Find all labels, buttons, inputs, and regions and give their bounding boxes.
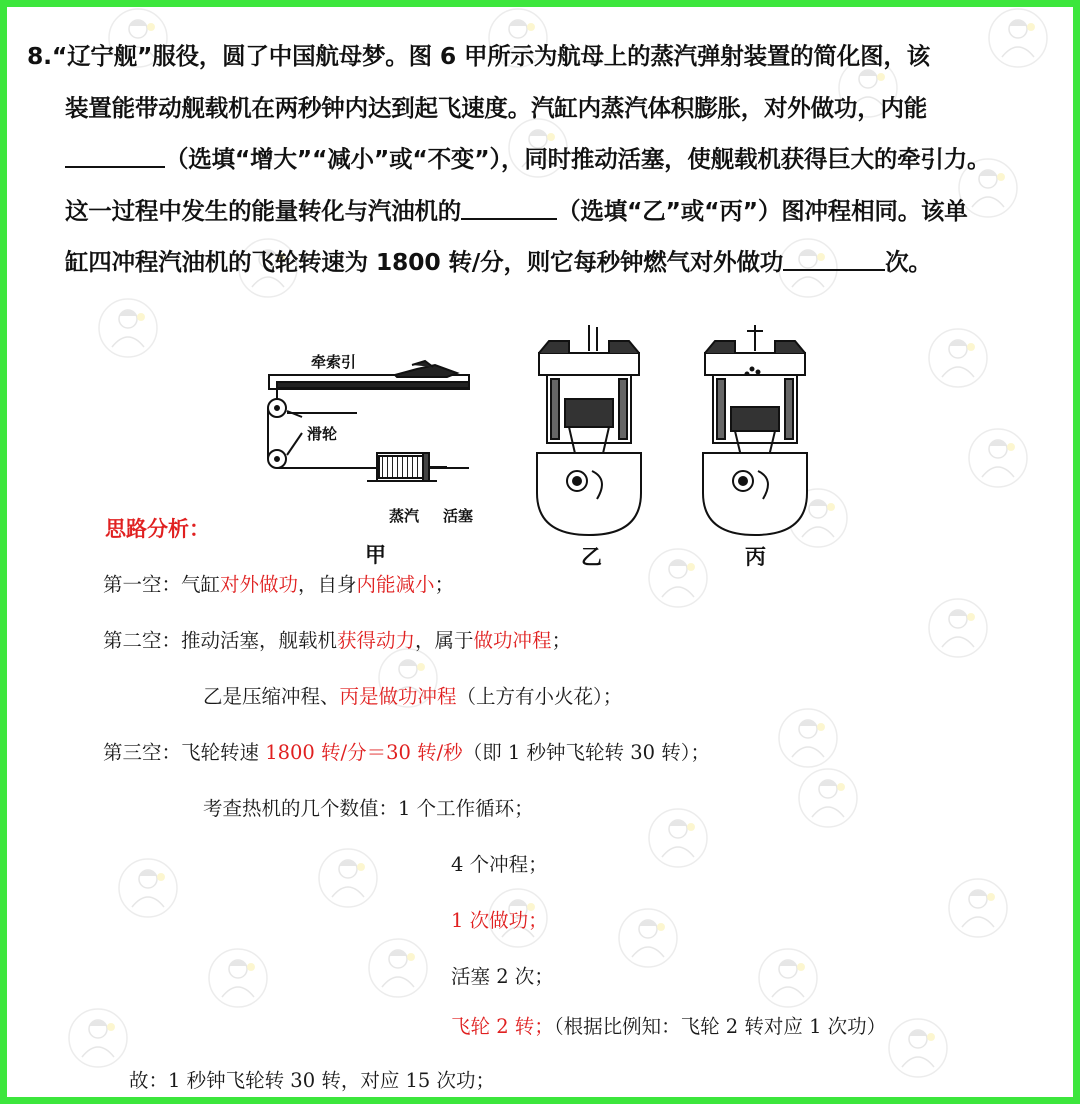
answer-blank-2[interactable] — [461, 196, 557, 220]
watermark-icon — [647, 807, 709, 869]
answer-line-1: 第一空：气缸对外做功，自身内能减小； — [103, 573, 455, 596]
engine-bing — [703, 325, 807, 535]
watermark-icon — [927, 327, 989, 389]
watermark-icon — [947, 877, 1009, 939]
answer-line-3: 乙是压缩冲程、丙是做功冲程（上方有小火花）； — [203, 685, 623, 708]
caption-bing: 丙 — [745, 545, 766, 569]
figure-6 — [247, 303, 827, 573]
watermark-icon — [97, 297, 159, 359]
question-text — [27, 31, 1067, 289]
watermark-icon — [117, 857, 179, 919]
question-line-3: （选填“增大”“减小”或“不变”），同时推动活塞，使舰载机获得巨大的牵引力。 — [27, 134, 1067, 186]
caption-yi: 乙 — [581, 545, 602, 569]
answer-line-10: 故：1 秒钟飞轮转 30 转，对应 15 次功； — [129, 1069, 496, 1092]
label-rope: 牵索引 — [311, 353, 357, 371]
watermark-icon — [317, 847, 379, 909]
analysis-title: 思路分析： — [105, 517, 210, 541]
watermark-icon — [797, 767, 859, 829]
question-line-2: 装置能带动舰载机在两秒钟内达到起飞速度。汽缸内蒸汽体积膨胀，对外做功，内能 — [65, 93, 928, 122]
answer-line-7: 1 次做功； — [451, 909, 548, 932]
engine-yi — [537, 325, 641, 535]
label-pulley: 滑轮 — [307, 425, 338, 443]
answer-blank-1[interactable] — [65, 144, 165, 168]
answer-line-2: 第二空：推动活塞，舰载机获得动力，属于做功冲程； — [103, 629, 572, 652]
watermark-icon — [777, 707, 839, 769]
watermark-icon — [367, 937, 429, 999]
watermark-icon — [757, 947, 819, 1009]
catapult-diagram — [268, 361, 469, 481]
answer-line-5: 考查热机的几个数值：1 个工作循环； — [203, 797, 534, 820]
watermark-icon — [927, 597, 989, 659]
answer-line-6: 4 个冲程； — [451, 853, 548, 876]
watermark-icon — [207, 947, 269, 1009]
label-piston: 活塞 — [443, 507, 474, 525]
question-line-5: 缸四冲程汽油机的飞轮转速为 1800 转/分，则它每秒钟燃气对外做功 次。 — [65, 248, 932, 276]
question-line-4: 这一过程中发生的能量转化与汽油机的 （选填“乙”或“丙”）图冲程相同。该单 — [65, 196, 968, 225]
caption-jia: 甲 — [365, 543, 386, 567]
answer-line-4: 第三空：飞轮转速 1800 转/分＝30 转/秒（即 1 秒钟飞轮转 30 转）； — [103, 741, 710, 764]
answer-blank-3[interactable] — [783, 247, 885, 271]
watermark-icon — [967, 427, 1029, 489]
label-steam: 蒸汽 — [389, 507, 420, 525]
watermark-icon — [67, 1007, 129, 1069]
watermark-icon — [887, 1017, 949, 1079]
watermark-icon — [617, 907, 679, 969]
answer-line-9: 飞轮 2 转；（根据比例知：飞轮 2 转对应 1 次功） — [451, 1015, 887, 1038]
answer-line-8: 活塞 2 次； — [451, 965, 554, 988]
question-line-1: 8.“辽宁舰”服役，圆了中国航母梦。图 6 甲所示为航母上的蒸汽弹射装置的简化图，该 — [27, 42, 930, 70]
